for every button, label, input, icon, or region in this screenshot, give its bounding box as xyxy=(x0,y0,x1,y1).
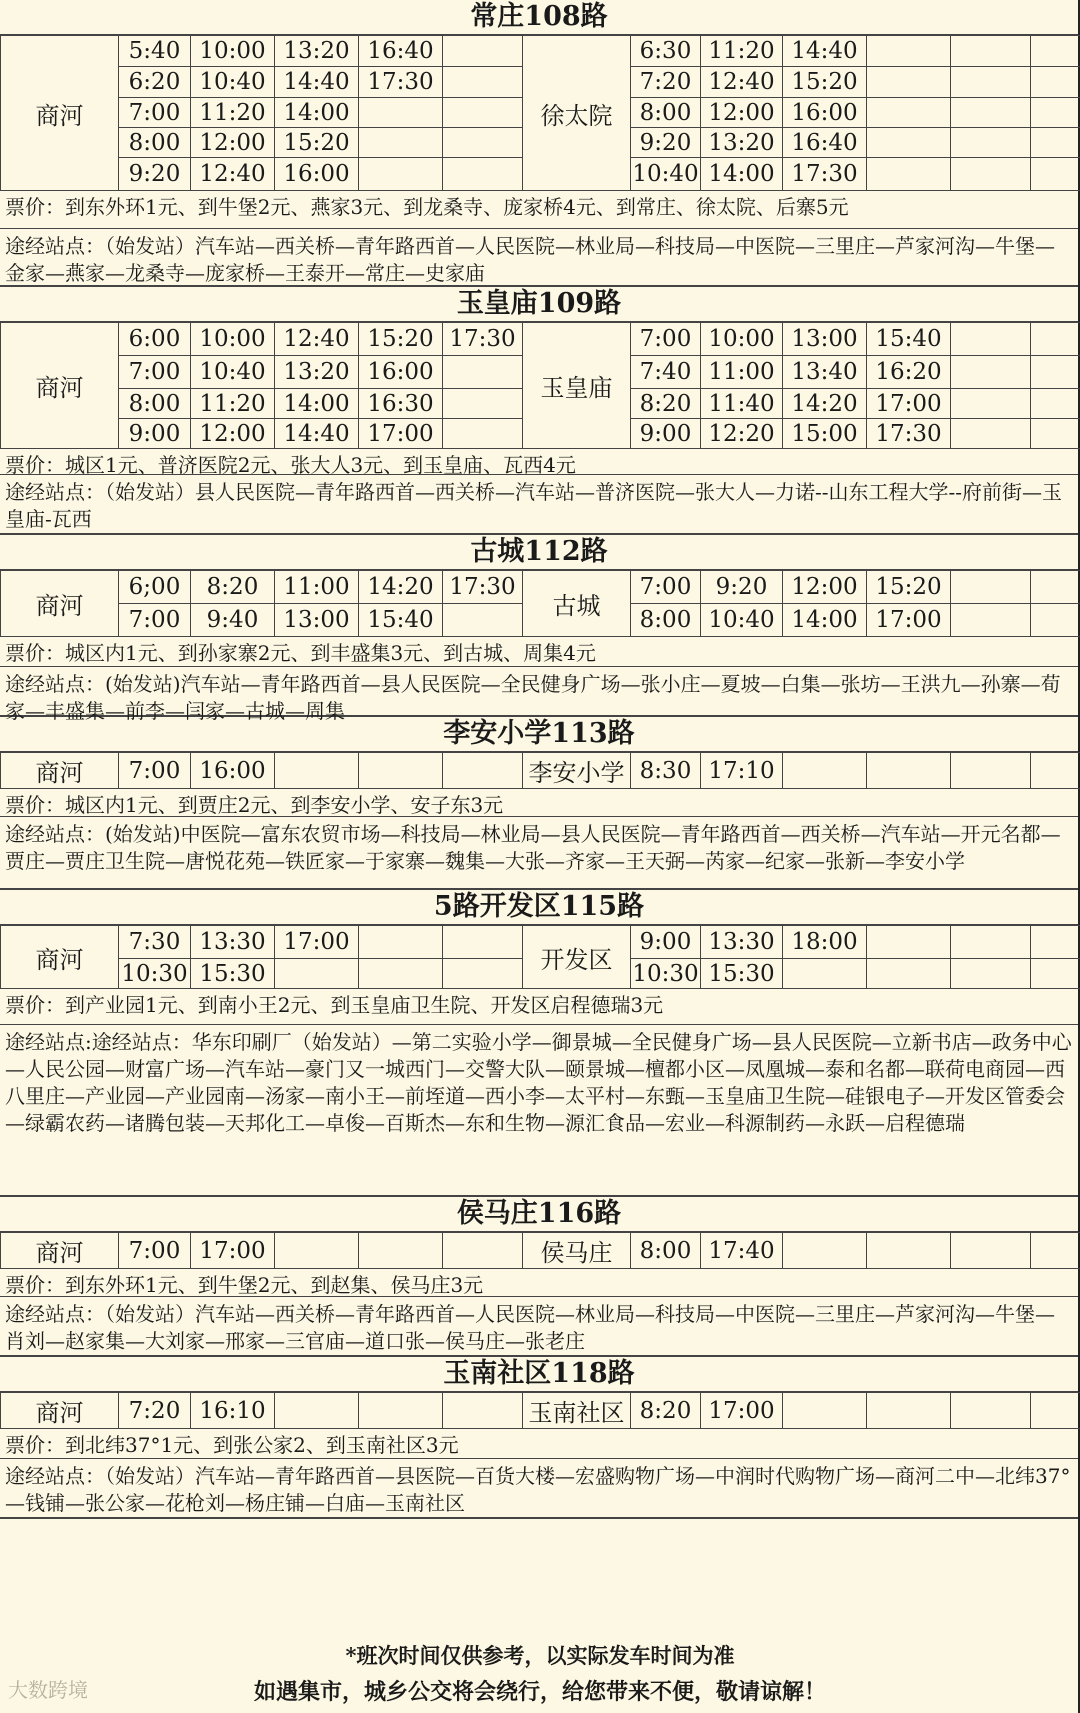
origin-stop: 商河 xyxy=(1,1233,119,1269)
departure-time: 17:00 xyxy=(191,1233,275,1269)
return-stop: 徐太院 xyxy=(523,36,631,191)
departure-time: 15:20 xyxy=(783,67,867,98)
departure-time: 14:00 xyxy=(701,158,783,191)
departure-time xyxy=(443,356,523,389)
departure-time xyxy=(951,959,1031,989)
departure-time xyxy=(783,959,867,989)
departure-time: 5:40 xyxy=(119,36,191,67)
route-stops: 途经站点：(始发站)汽车站—青年路西首—县人民医院—全民健身广场—张小庄—夏坡—白集—张坊—王洪九—孙寨—荀家—丰盛集—前李—闫家—古城—周集 xyxy=(0,667,1078,717)
departure-time: 15:20 xyxy=(275,128,359,158)
schedule-table xyxy=(0,1232,1080,1269)
schedule-table xyxy=(0,1392,1080,1429)
departure-time: 12:00 xyxy=(701,98,783,128)
departure-time: 11:20 xyxy=(191,98,275,128)
route-stops: 途经站点：（始发站）县人民医院—青年路西首—西关桥—汽车站—普济医院—张大人—力诺--山东工程大学--府前街—玉皇庙-瓦西 xyxy=(0,475,1078,535)
departure-time: 8:00 xyxy=(631,604,701,637)
origin-stop: 商河 xyxy=(1,323,119,449)
departure-time: 7:00 xyxy=(631,571,701,604)
departure-time xyxy=(275,1393,359,1429)
departure-time: 9:20 xyxy=(701,571,783,604)
departure-time: 16:40 xyxy=(359,36,443,67)
departure-time xyxy=(443,604,523,637)
route-stops: 途经站点：（始发站）汽车站—西关桥—青年路西首—人民医院—林业局—科技局—中医院—三里庄—芦家河沟—牛堡—金家—燕家—龙桑寺—庞家桥—王泰开—常庄—史家庙 xyxy=(0,229,1078,287)
departure-time: 8:00 xyxy=(631,1233,701,1269)
departure-time xyxy=(951,67,1031,98)
market-notice: 如遇集市，城乡公交将会绕行，给您带来不便，敬请谅解！ xyxy=(253,1679,826,1705)
fare-info: 票价：城区内1元、到贾庄2元、到李安小学、安子东3元 xyxy=(0,789,1078,817)
departure-time: 15:40 xyxy=(867,323,951,356)
departure-time xyxy=(867,36,951,67)
departure-time xyxy=(359,959,443,989)
departure-time xyxy=(443,98,523,128)
route-title: 古城112路 xyxy=(0,535,1078,570)
schedule-table xyxy=(0,322,1080,449)
departure-time: 14:00 xyxy=(275,389,359,419)
departure-time xyxy=(443,959,523,989)
departure-time: 13:30 xyxy=(701,926,783,959)
departure-time: 15:00 xyxy=(783,419,867,449)
departure-time: 10:30 xyxy=(632,960,699,987)
empty-cell xyxy=(1031,158,1080,191)
departure-time: 16:00 xyxy=(191,753,275,789)
departure-time: 8:20 xyxy=(631,389,701,419)
departure-time xyxy=(783,1233,867,1269)
departure-time: 13:30 xyxy=(191,926,275,959)
empty-cell xyxy=(1031,36,1080,67)
departure-time: 10:40 xyxy=(631,158,701,191)
route-title: 侯马庄116路 xyxy=(0,1197,1078,1232)
departure-time: 12:40 xyxy=(701,67,783,98)
route-title: 常庄108路 xyxy=(0,0,1078,35)
departure-time xyxy=(951,158,1031,191)
departure-time: 14:00 xyxy=(783,604,867,637)
departure-time: 15:30 xyxy=(701,959,783,989)
departure-time xyxy=(951,926,1031,959)
departure-time: 7:00 xyxy=(119,98,191,128)
fare-info: 票价：城区内1元、到孙家寨2元、到丰盛集3元、到古城、周集4元 xyxy=(0,637,1078,667)
departure-time: 13:00 xyxy=(275,604,359,637)
empty-cell xyxy=(1031,389,1080,419)
empty-cell xyxy=(1031,1233,1080,1269)
departure-time xyxy=(867,1393,951,1429)
departure-time xyxy=(443,389,523,419)
departure-time: 10:00 xyxy=(191,36,275,67)
departure-time: 15:20 xyxy=(867,571,951,604)
departure-time xyxy=(951,323,1031,356)
return-stop: 玉皇庙 xyxy=(523,323,631,449)
schedule-disclaimer: *班次时间仅供参考，以实际发车时间为准 xyxy=(345,1643,735,1668)
departure-time: 9:00 xyxy=(631,926,701,959)
departure-time xyxy=(867,128,951,158)
departure-time: 6;00 xyxy=(119,571,191,604)
departure-time: 7:30 xyxy=(119,926,191,959)
departure-time xyxy=(359,1393,443,1429)
departure-time xyxy=(359,128,443,158)
departure-time xyxy=(951,753,1031,789)
schedule-table xyxy=(0,35,1080,191)
fare-info: 票价：到东外环1元、到牛堡2元、燕家3元、到龙桑寺、庞家桥4元、到常庄、徐太院、后寨5元 xyxy=(0,191,1078,229)
departure-time: 7:00 xyxy=(119,356,191,389)
departure-time: 17:30 xyxy=(359,67,443,98)
departure-time xyxy=(359,158,443,191)
departure-time xyxy=(867,753,951,789)
departure-time: 6:30 xyxy=(631,36,701,67)
fare-info: 票价：城区1元、普济医院2元、张大人3元、到玉皇庙、瓦西4元 xyxy=(0,449,1078,475)
empty-cell xyxy=(1031,753,1080,789)
departure-time xyxy=(443,753,523,789)
departure-time xyxy=(359,1233,443,1269)
departure-time: 16:40 xyxy=(783,128,867,158)
departure-time: 17:30 xyxy=(443,571,523,604)
route-title: 李安小学113路 xyxy=(0,717,1078,752)
empty-cell xyxy=(1031,959,1080,989)
departure-time: 8:00 xyxy=(119,128,191,158)
return-stop: 李安小学 xyxy=(523,753,631,789)
departure-time xyxy=(951,604,1031,637)
departure-time: 8:20 xyxy=(631,1393,701,1429)
route-title: 玉南社区118路 xyxy=(0,1357,1078,1392)
empty-cell xyxy=(1031,571,1080,604)
origin-stop: 商河 xyxy=(1,571,119,637)
empty-cell xyxy=(1031,356,1080,389)
departure-time xyxy=(275,1233,359,1269)
departure-time xyxy=(951,128,1031,158)
departure-time: 12:00 xyxy=(191,419,275,449)
fare-info: 票价：到产业园1元、到南小王2元、到玉皇庙卫生院、开发区启程德瑞3元 xyxy=(0,989,1078,1025)
departure-time xyxy=(359,98,443,128)
departure-time: 10:40 xyxy=(191,67,275,98)
route-stops: 途经站点:途经站点：华东印刷厂（始发站）—第二实验小学—御景城—全民健身广场—县人民医院—立新书店—政务中心—人民公园—财富广场—汽车站—豪门又一城西门—交警大队—颐景城—檀都小区—凤凰城—泰和名都—联荷电商园—西八里庄—产业园—产业园南—汤家—南小王—前垤道—西小李—太平村—东甄—玉皇庙卫生院—硅银电子—开发区管委会—绿霸农药—诸腾包装—天邦化工—卓俊—百斯杰—东和生物—源汇食品—宏业—科源制药—永跃—启程德瑞 xyxy=(0,1025,1078,1197)
departure-time: 15:40 xyxy=(359,604,443,637)
departure-time xyxy=(867,926,951,959)
departure-time: 6:00 xyxy=(119,323,191,356)
departure-time xyxy=(359,753,443,789)
origin-stop: 商河 xyxy=(1,926,119,989)
departure-time: 10:40 xyxy=(701,604,783,637)
departure-time: 13:40 xyxy=(783,356,867,389)
return-stop: 开发区 xyxy=(523,926,631,989)
departure-time: 14:40 xyxy=(275,419,359,449)
route-stops: 途经站点：（始发站）汽车站—西关桥—青年路西首—人民医院—林业局—科技局—中医院—三里庄—芦家河沟—牛堡—肖刘—赵家集—大刘家—邢家—三官庙—道口张—侯马庄—张老庄 xyxy=(0,1297,1078,1357)
departure-time: 17:30 xyxy=(867,419,951,449)
departure-time: 9:40 xyxy=(191,604,275,637)
departure-time: 16:20 xyxy=(867,356,951,389)
departure-time xyxy=(443,128,523,158)
departure-time xyxy=(951,1233,1031,1269)
departure-time xyxy=(951,356,1031,389)
departure-time: 17:00 xyxy=(359,419,443,449)
departure-time: 8:20 xyxy=(191,571,275,604)
departure-time: 11:40 xyxy=(701,389,783,419)
departure-time xyxy=(359,926,443,959)
departure-time: 9:00 xyxy=(631,419,701,449)
return-stop: 侯马庄 xyxy=(523,1233,631,1269)
schedule-table xyxy=(0,925,1080,989)
departure-time xyxy=(867,959,951,989)
departure-time: 7:40 xyxy=(631,356,701,389)
route-title: 5路开发区115路 xyxy=(0,890,1078,925)
departure-time xyxy=(443,926,523,959)
departure-time: 12:00 xyxy=(783,571,867,604)
departure-time xyxy=(443,158,523,191)
empty-cell xyxy=(1031,128,1080,158)
departure-time: 17:00 xyxy=(701,1393,783,1429)
departure-time xyxy=(783,1393,867,1429)
empty-cell xyxy=(1031,604,1080,637)
empty-cell xyxy=(1031,1393,1080,1429)
departure-time: 7:00 xyxy=(119,604,191,637)
departure-time: 7:00 xyxy=(119,1233,191,1269)
fare-info: 票价：到东外环1元、到牛堡2元、到赵集、侯马庄3元 xyxy=(0,1269,1078,1297)
departure-time: 14:00 xyxy=(275,98,359,128)
departure-time: 13:20 xyxy=(275,356,359,389)
empty-cell xyxy=(1031,98,1080,128)
departure-time: 14:40 xyxy=(275,67,359,98)
departure-time: 17:30 xyxy=(443,323,523,356)
origin-stop: 商河 xyxy=(1,1393,119,1429)
empty-cell xyxy=(1031,323,1080,356)
departure-time: 7:00 xyxy=(631,323,701,356)
departure-time: 10:30 xyxy=(119,959,191,989)
schedule-table xyxy=(0,570,1080,637)
route-stops: 途经站点：(始发站)中医院—富东农贸市场—科技局—林业局—县人民医院—青年路西首—西关桥—汽车站—开元名都—贾庄—贾庄卫生院—唐悦花苑—铁匠家—于家寨—魏集—大张—齐家—王天弼—芮家—纪家—张新—李安小学 xyxy=(0,817,1078,890)
fare-info: 票价：到北纬37°1元、到张公家2、到玉南社区3元 xyxy=(0,1429,1078,1459)
departure-time xyxy=(443,67,523,98)
schedule-table xyxy=(0,752,1080,789)
route-title: 玉皇庙109路 xyxy=(0,287,1078,322)
departure-time: 16:10 xyxy=(191,1393,275,1429)
departure-time: 15:30 xyxy=(191,959,275,989)
route-stops: 途经站点：（始发站）汽车站—青年路西首—县医院—百货大楼—宏盛购物广场—中润时代购物广场—商河二中—北纬37°—钱铺—张公家—花枪刘—杨庄铺—白庙—玉南社区 xyxy=(0,1459,1078,1519)
departure-time: 14:20 xyxy=(783,389,867,419)
departure-time xyxy=(951,419,1031,449)
departure-time: 9:00 xyxy=(119,419,191,449)
departure-time: 16:00 xyxy=(783,98,867,128)
departure-time: 17:30 xyxy=(783,158,867,191)
departure-time xyxy=(951,571,1031,604)
departure-time: 11:20 xyxy=(191,389,275,419)
return-stop: 古城 xyxy=(523,571,631,637)
departure-time: 8:00 xyxy=(631,98,701,128)
departure-time: 8:30 xyxy=(631,753,701,789)
departure-time: 12:20 xyxy=(701,419,783,449)
departure-time: 15:20 xyxy=(359,323,443,356)
departure-time xyxy=(443,36,523,67)
departure-time: 13:20 xyxy=(275,36,359,67)
departure-time: 7:00 xyxy=(119,753,191,789)
return-stop: 玉南社区 xyxy=(523,1393,631,1429)
departure-time: 11:20 xyxy=(701,36,783,67)
departure-time xyxy=(951,389,1031,419)
departure-time: 10:00 xyxy=(701,323,783,356)
departure-time: 13:20 xyxy=(701,128,783,158)
departure-time xyxy=(443,1233,523,1269)
departure-time: 7:20 xyxy=(119,1393,191,1429)
departure-time: 17:00 xyxy=(275,926,359,959)
departure-time: 17:40 xyxy=(701,1233,783,1269)
departure-time: 16:00 xyxy=(359,356,443,389)
empty-cell xyxy=(1031,419,1080,449)
origin-stop: 商河 xyxy=(1,753,119,789)
departure-time: 17:00 xyxy=(867,389,951,419)
departure-time: 12:00 xyxy=(191,128,275,158)
departure-time: 17:10 xyxy=(701,753,783,789)
departure-time xyxy=(951,1393,1031,1429)
empty-cell xyxy=(1031,926,1080,959)
departure-time xyxy=(443,1393,523,1429)
departure-time: 12:40 xyxy=(275,323,359,356)
departure-time xyxy=(951,98,1031,128)
departure-time: 18:00 xyxy=(783,926,867,959)
departure-time: 7:20 xyxy=(631,67,701,98)
departure-time: 16:30 xyxy=(359,389,443,419)
departure-time: 11:00 xyxy=(275,571,359,604)
departure-time xyxy=(783,753,867,789)
departure-time: 14:40 xyxy=(783,36,867,67)
departure-time: 17:00 xyxy=(867,604,951,637)
departure-time xyxy=(275,753,359,789)
empty-cell xyxy=(1031,67,1080,98)
departure-time xyxy=(867,158,951,191)
departure-time xyxy=(275,959,359,989)
origin-stop: 商河 xyxy=(1,36,119,191)
departure-time: 9:20 xyxy=(631,128,701,158)
departure-time xyxy=(867,1233,951,1269)
departure-time: 16:00 xyxy=(275,158,359,191)
departure-time xyxy=(867,67,951,98)
departure-time: 10:00 xyxy=(191,323,275,356)
departure-time: 8:00 xyxy=(119,389,191,419)
departure-time xyxy=(443,419,523,449)
departure-time: 14:20 xyxy=(359,571,443,604)
departure-time: 13:00 xyxy=(783,323,867,356)
departure-time: 6:20 xyxy=(119,67,191,98)
departure-time xyxy=(951,36,1031,67)
watermark: 大数跨境 xyxy=(8,1678,88,1702)
departure-time: 9:20 xyxy=(119,158,191,191)
departure-time: 12:40 xyxy=(191,158,275,191)
departure-time xyxy=(867,98,951,128)
departure-time: 11:00 xyxy=(701,356,783,389)
departure-time: 10:40 xyxy=(191,356,275,389)
